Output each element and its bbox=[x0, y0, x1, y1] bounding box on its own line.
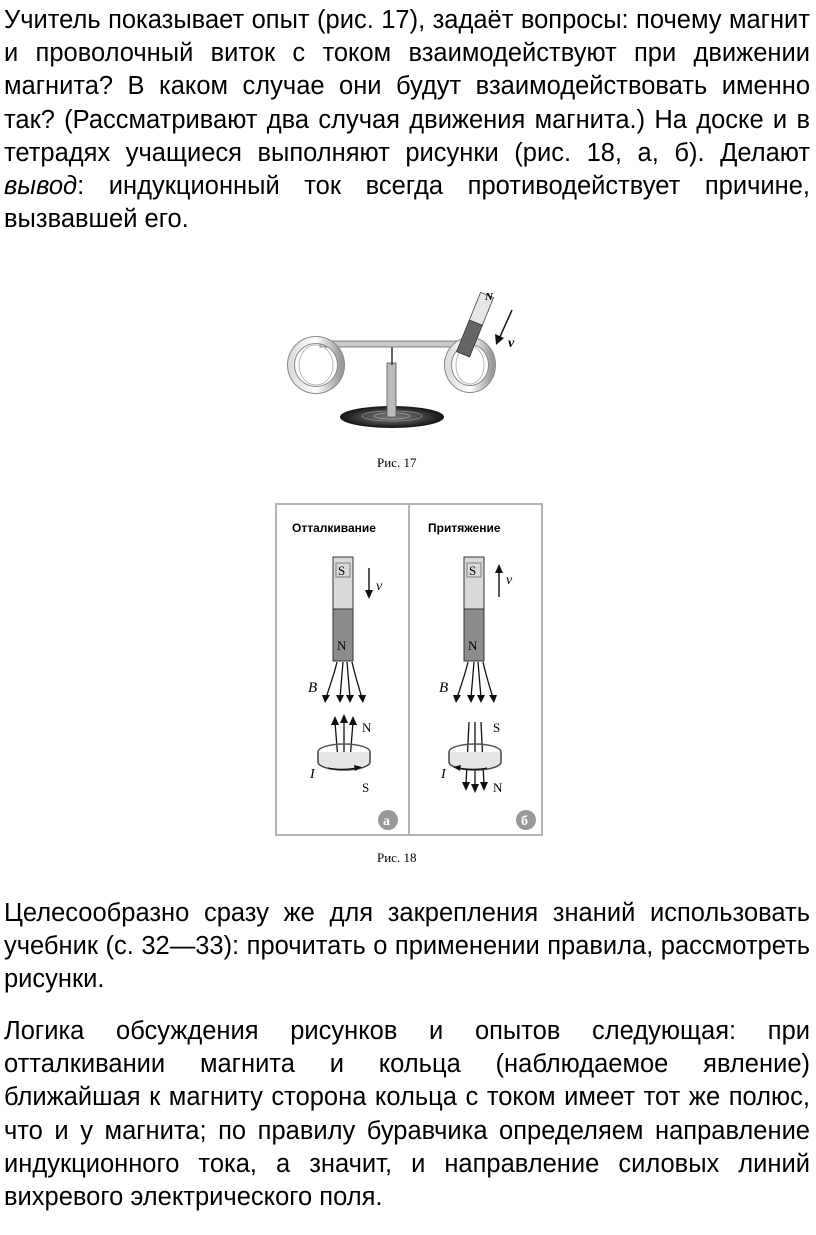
figure-18 bbox=[270, 500, 555, 875]
panel-a-title: Отталкивание bbox=[292, 521, 376, 535]
panel-a-current-label: I bbox=[310, 767, 315, 782]
intro-paragraph bbox=[4, 4, 810, 236]
panel-a-badge-label: а bbox=[383, 814, 390, 829]
panel-b-velocity-label: v⃗ bbox=[506, 573, 524, 588]
panel-b-magnet-north bbox=[464, 609, 484, 661]
stand-post bbox=[387, 363, 396, 417]
panel-a-north-label: N bbox=[337, 638, 347, 653]
rocker-beam bbox=[320, 341, 472, 347]
figure-17-illustration bbox=[280, 285, 550, 480]
panel-b-field-label: B⃗ bbox=[439, 680, 460, 696]
velocity-label: v⃗ bbox=[508, 336, 526, 351]
panel-a-ring-top-pole: N bbox=[362, 720, 372, 735]
figure-17 bbox=[280, 285, 550, 480]
panel-b-current-label: I bbox=[441, 767, 446, 782]
panel-b-north-label: N bbox=[468, 638, 478, 653]
discussion-logic-paragraph: Логика обсуждения рисунков и опытов следующая: при отталкивании магнита и кольца (наблюдаемое явление) ближайшая к магниту сторона кольца с током имеет тот же полюс, что и у магнита; по правилу буравчика определяем направление индукционного тока, а значит, и направление силовых линий вихревого электрического поля. bbox=[4, 1017, 810, 1212]
panel-a-magnet-north bbox=[333, 609, 353, 661]
panel-b-title: Притяжение bbox=[428, 521, 501, 535]
panel-a-velocity-label: v⃗ bbox=[376, 579, 394, 594]
panel-a-field-label: B⃗ bbox=[308, 680, 329, 696]
intro-text-part1: Учитель показывает опыт (рис. 17), задаёт вопросы: почему магнит и проволочный виток с током взаимодействуют при движении магнита? В каком случае они будут взаимодействовать именно так? (Рассматривают два случая движения магнита.) На доске и в тетрадях учащиеся выполняют рисунки (рис. 18, а, б). Делают bbox=[4, 6, 810, 167]
panel-b-ring-top-pole: S bbox=[493, 720, 501, 735]
figure-17-caption: Рис. 17 bbox=[377, 455, 417, 470]
magnet-pole-label: N bbox=[485, 291, 493, 303]
panel-a-south-label: S bbox=[338, 563, 346, 578]
figure-18-illustration bbox=[270, 500, 555, 875]
panel-b-badge-label: б bbox=[521, 814, 528, 829]
panel-b-ring-bottom-pole: N bbox=[493, 780, 503, 795]
textbook-paragraph: Целесообразно сразу же для закрепления знаний использовать учебник (с. 32—33): прочитать о применении правила, рассмотреть рисунки. bbox=[4, 899, 810, 994]
conclusion-word: вывод bbox=[4, 172, 78, 201]
panel-a-ring-bottom-pole: S bbox=[362, 780, 370, 795]
panel-b-south-label: S bbox=[469, 563, 477, 578]
left-ring bbox=[291, 340, 341, 390]
figure-18-caption: Рис. 18 bbox=[377, 850, 417, 865]
intro-text-part2: : индукционный ток всегда противодействует причине, вызвавшей его. bbox=[4, 172, 810, 234]
